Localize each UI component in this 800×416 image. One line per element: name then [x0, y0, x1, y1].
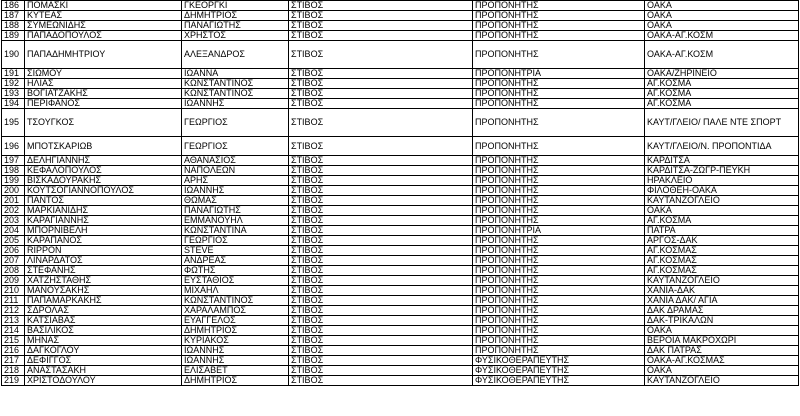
role-cell: ΠΡΟΠΟΝΗΤΗΣ: [473, 11, 645, 21]
row-number-cell: 204: [2, 226, 25, 236]
row-number-cell: 186: [2, 1, 25, 11]
surname-cell: ΔΕΦΙΓΓΟΣ: [25, 356, 182, 366]
table-row: [2, 366, 799, 376]
surname-cell: ΜΠΟΤΣΚΑΡΙΩΒ: [25, 137, 182, 156]
role-cell: ΠΡΟΠΟΝΗΤΗΣ: [473, 31, 645, 41]
staff-table: [1, 0, 799, 386]
row-number-cell: 216: [2, 346, 25, 356]
sport-cell: ΣΤΙΒΟΣ: [289, 89, 473, 99]
surname-cell: ΠΕΡΙΦΑΝΟΣ: [25, 99, 182, 109]
table-row: [2, 306, 799, 316]
table-body: [2, 1, 799, 386]
sport-cell: ΣΤΙΒΟΣ: [289, 366, 473, 376]
first-name-cell: ΚΩΝΣΤΑΝΤΙΝΟΣ: [182, 79, 289, 89]
role-cell: ΠΡΟΠΟΝΗΤΗΣ: [473, 296, 645, 306]
table-row: [2, 89, 799, 99]
first-name-cell: ΑΝΔΡΕΑΣ: [182, 256, 289, 266]
table-row: [2, 99, 799, 109]
row-number-cell: 190: [2, 41, 25, 69]
surname-cell: ΠΑΠΑΔΗΜΗΤΡΙΟΥ: [25, 41, 182, 69]
sport-cell: ΣΤΙΒΟΣ: [289, 186, 473, 196]
first-name-cell: ΚΩΝΣΤΑΝΤΙΝΑ: [182, 226, 289, 236]
location-cell: ΑΓ.ΚΟΣΜΑΣ: [645, 256, 799, 266]
location-cell: ΚΑΥΤΑΝΖΟΓΛΕΙΟ: [645, 196, 799, 206]
table-row: [2, 41, 799, 69]
row-number-cell: 203: [2, 216, 25, 226]
role-cell: ΠΡΟΠΟΝΗΤΗΣ: [473, 166, 645, 176]
role-cell: ΠΡΟΠΟΝΗΤΗΣ: [473, 156, 645, 166]
first-name-cell: ΔΗΜΗΤΡΙΟΣ: [182, 376, 289, 386]
location-cell: ΠΑΤΡΑ: [645, 226, 799, 236]
role-cell: ΠΡΟΠΟΝΗΤΗΣ: [473, 206, 645, 216]
row-number-cell: 192: [2, 79, 25, 89]
row-number-cell: 211: [2, 296, 25, 306]
first-name-cell: ΙΩΑΝΝΗΣ: [182, 99, 289, 109]
location-cell: ΟΑΚΑ-ΑΓ.ΚΟΣΜ: [645, 41, 799, 69]
first-name-cell: ΚΥΡΙΑΚΟΣ: [182, 336, 289, 346]
table-row: [2, 356, 799, 366]
sport-cell: ΣΤΙΒΟΣ: [289, 166, 473, 176]
surname-cell: ΜΗΝΑΣ: [25, 336, 182, 346]
surname-cell: ΔΑΓΚΟΓΛΟΥ: [25, 346, 182, 356]
first-name-cell: ΕΛΙΣΑΒΕΤ: [182, 366, 289, 376]
surname-cell: ΚΥΤΕΑΣ: [25, 11, 182, 21]
surname-cell: ΔΕΛΗΓΙΑΝΝΗΣ: [25, 156, 182, 166]
sport-cell: ΣΤΙΒΟΣ: [289, 356, 473, 366]
sport-cell: ΣΤΙΒΟΣ: [289, 109, 473, 137]
row-number-cell: 215: [2, 336, 25, 346]
location-cell: ΑΓ.ΚΟΣΜΑ: [645, 99, 799, 109]
surname-cell: ΚΟΥΤΣΟΓΙΑΝΝΟΠΟΥΛΟΣ: [25, 186, 182, 196]
row-number-cell: 208: [2, 266, 25, 276]
table-row: [2, 276, 799, 286]
sport-cell: ΣΤΙΒΟΣ: [289, 31, 473, 41]
location-cell: ΟΑΚΑ-ΑΓ.ΚΟΣΜ: [645, 31, 799, 41]
role-cell: ΠΡΟΠΟΝΗΤΗΣ: [473, 186, 645, 196]
row-number-cell: 197: [2, 156, 25, 166]
sport-cell: ΣΤΙΒΟΣ: [289, 196, 473, 206]
sport-cell: ΣΤΙΒΟΣ: [289, 326, 473, 336]
table-row: [2, 336, 799, 346]
location-cell: ΔΑΚ ΔΡΑΜΑΣ: [645, 306, 799, 316]
first-name-cell: ΘΩΜΑΣ: [182, 196, 289, 206]
role-cell: ΠΡΟΠΟΝΗΤΗΣ: [473, 1, 645, 11]
role-cell: ΠΡΟΠΟΝΗΤΗΣ: [473, 256, 645, 266]
first-name-cell: ΑΘΑΝΑΣΙΟΣ: [182, 156, 289, 166]
first-name-cell: ΙΩΑΝΝΗΣ: [182, 356, 289, 366]
table-row: [2, 186, 799, 196]
location-cell: ΚΑΥΤΑΝΖΟΓΛΕΙΟ: [645, 376, 799, 386]
surname-cell: ΛΙΝΑΡΔΑΤΟΣ: [25, 256, 182, 266]
table-row: [2, 11, 799, 21]
table-row: [2, 296, 799, 306]
surname-cell: ΠΟΜΑΣΚΙ: [25, 1, 182, 11]
table-row: [2, 316, 799, 326]
first-name-cell: ΧΑΡΑΛΑΜΠΟΣ: [182, 306, 289, 316]
table-row: [2, 69, 799, 79]
sport-cell: ΣΤΙΒΟΣ: [289, 137, 473, 156]
location-cell: ΚΑΥΤΑΝΖΟΓΛΕΙΟ: [645, 276, 799, 286]
sport-cell: ΣΤΙΒΟΣ: [289, 346, 473, 356]
row-number-cell: 193: [2, 89, 25, 99]
role-cell: ΠΡΟΠΟΝΗΤΗΣ: [473, 89, 645, 99]
table-row: [2, 196, 799, 206]
table-row: [2, 246, 799, 256]
role-cell: ΠΡΟΠΟΝΗΤΗΣ: [473, 99, 645, 109]
first-name-cell: ΧΡΗΣΤΟΣ: [182, 31, 289, 41]
first-name-cell: ΚΩΝΣΤΑΝΤΙΝΟΣ: [182, 89, 289, 99]
role-cell: ΠΡΟΠΟΝΗΤΗΣ: [473, 286, 645, 296]
surname-cell: ΜΑΝΟΥΣΑΚΗΣ: [25, 286, 182, 296]
first-name-cell: ΦΩΤΗΣ: [182, 266, 289, 276]
role-cell: ΦΥΣΙΚΟΘΕΡΑΠΕΥΤΗΣ: [473, 356, 645, 366]
role-cell: ΠΡΟΠΟΝΗΤΗΣ: [473, 21, 645, 31]
location-cell: ΑΓ.ΚΟΣΜΑ: [645, 79, 799, 89]
location-cell: ΟΑΚΑ: [645, 326, 799, 336]
row-number-cell: 214: [2, 326, 25, 336]
first-name-cell: ΕΥΑΓΓΕΛΟΣ: [182, 316, 289, 326]
first-name-cell: ΔΗΜΗΤΡΙΟΣ: [182, 11, 289, 21]
sport-cell: ΣΤΙΒΟΣ: [289, 306, 473, 316]
sport-cell: ΣΤΙΒΟΣ: [289, 11, 473, 21]
role-cell: ΠΡΟΠΟΝΗΤΗΣ: [473, 196, 645, 206]
table-row: [2, 226, 799, 236]
role-cell: ΠΡΟΠΟΝΗΤΗΣ: [473, 346, 645, 356]
first-name-cell: ΚΩΝΣΤΑΝΤΙΝΟΣ: [182, 296, 289, 306]
surname-cell: ΗΛΙΑΣ: [25, 79, 182, 89]
surname-cell: ΠΑΠΑΜΑΡΚΑΚΗΣ: [25, 296, 182, 306]
location-cell: ΟΑΚΑ: [645, 366, 799, 376]
surname-cell: ΧΡΙΣΤΟΔΟΥΛΟΥ: [25, 376, 182, 386]
role-cell: ΠΡΟΠΟΝΗΤΗΣ: [473, 176, 645, 186]
role-cell: ΠΡΟΠΟΝΗΤΗΣ: [473, 246, 645, 256]
surname-cell: ΒΑΣΙΛΙΚΟΣ: [25, 326, 182, 336]
sport-cell: ΣΤΙΒΟΣ: [289, 156, 473, 166]
location-cell: ΔΑΚ ΠΑΤΡΑΣ: [645, 346, 799, 356]
sport-cell: ΣΤΙΒΟΣ: [289, 176, 473, 186]
sport-cell: ΣΤΙΒΟΣ: [289, 246, 473, 256]
role-cell: ΠΡΟΠΟΝΗΤΗΣ: [473, 336, 645, 346]
row-number-cell: 202: [2, 206, 25, 216]
surname-cell: ΒΟΓΙΑΤΖΑΚΗΣ: [25, 89, 182, 99]
first-name-cell: ΙΩΑΝΝΗΣ: [182, 346, 289, 356]
row-number-cell: 187: [2, 11, 25, 21]
location-cell: ΟΑΚΑ-ΑΓ.ΚΟΣΜΑΣ: [645, 356, 799, 366]
first-name-cell: ΝΑΠΟΛΕΩΝ: [182, 166, 289, 176]
table-row: [2, 256, 799, 266]
table-row: [2, 216, 799, 226]
row-number-cell: 207: [2, 256, 25, 266]
table-row: [2, 1, 799, 11]
location-cell: ΒΕΡΟΙΑ ΜΑΚΡΟΧΩΡΙ: [645, 336, 799, 346]
surname-cell: ΠΑΝΤΟΣ: [25, 196, 182, 206]
surname-cell: ΜΠΟΡΝΙΒΕΛΗ: [25, 226, 182, 236]
surname-cell: ΑΝΑΣΤΑΣΑΚΗ: [25, 366, 182, 376]
first-name-cell: ΓΕΩΡΓΙΟΣ: [182, 137, 289, 156]
row-number-cell: 212: [2, 306, 25, 316]
role-cell: ΠΡΟΠΟΝΗΤΗΣ: [473, 79, 645, 89]
surname-cell: ΧΑΤΖΗΣΤΑΘΗΣ: [25, 276, 182, 286]
table-row: [2, 206, 799, 216]
location-cell: ΧΑΝΙΑ-ΔΑΚ: [645, 286, 799, 296]
location-cell: ΟΑΚΑ: [645, 1, 799, 11]
first-name-cell: STEVE: [182, 246, 289, 256]
row-number-cell: 210: [2, 286, 25, 296]
sport-cell: ΣΤΙΒΟΣ: [289, 206, 473, 216]
table-row: [2, 79, 799, 89]
row-number-cell: 206: [2, 246, 25, 256]
sport-cell: ΣΤΙΒΟΣ: [289, 99, 473, 109]
first-name-cell: ΠΑΝΑΓΙΩΤΗΣ: [182, 21, 289, 31]
surname-cell: ΚΕΦΑΛΟΠΟΥΛΟΣ: [25, 166, 182, 176]
sport-cell: ΣΤΙΒΟΣ: [289, 336, 473, 346]
row-number-cell: 200: [2, 186, 25, 196]
location-cell: ΑΓ.ΚΟΣΜΑ: [645, 216, 799, 226]
table-row: [2, 286, 799, 296]
sport-cell: ΣΤΙΒΟΣ: [289, 376, 473, 386]
location-cell: ΟΑΚΑ: [645, 206, 799, 216]
location-cell: ΚΑΥΤ/ΓΛΕΙΟ/ ΠΑΛΕ ΝΤΕ ΣΠΟΡΤ: [645, 109, 799, 137]
first-name-cell: ΠΑΝΑΓΙΩΤΗΣ: [182, 206, 289, 216]
role-cell: ΦΥΣΙΚΟΘΕΡΑΠΕΥΤΗΣ: [473, 376, 645, 386]
sport-cell: ΣΤΙΒΟΣ: [289, 286, 473, 296]
sport-cell: ΣΤΙΒΟΣ: [289, 236, 473, 246]
table-row: [2, 266, 799, 276]
table-row: [2, 109, 799, 137]
role-cell: ΠΡΟΠΟΝΗΤΗΣ: [473, 276, 645, 286]
sport-cell: ΣΤΙΒΟΣ: [289, 41, 473, 69]
surname-cell: ΣΥΜΕΩΝΙΔΗΣ: [25, 21, 182, 31]
sport-cell: ΣΤΙΒΟΣ: [289, 69, 473, 79]
first-name-cell: ΙΩΑΝΝΑ: [182, 69, 289, 79]
role-cell: ΠΡΟΠΟΝΗΤΗΣ: [473, 306, 645, 316]
sport-cell: ΣΤΙΒΟΣ: [289, 316, 473, 326]
location-cell: ΟΑΚΑ: [645, 11, 799, 21]
location-cell: ΚΑΡΔΙΤΣΑ-ΖΩΓΡ-ΠΕΥΚΗ: [645, 166, 799, 176]
row-number-cell: 199: [2, 176, 25, 186]
location-cell: ΑΓ.ΚΟΣΜΑ: [645, 89, 799, 99]
role-cell: ΠΡΟΠΟΝΗΤΗΣ: [473, 266, 645, 276]
role-cell: ΠΡΟΠΟΝΗΤΗΣ: [473, 326, 645, 336]
sport-cell: ΣΤΙΒΟΣ: [289, 226, 473, 236]
surname-cell: ΠΑΠΑΔΟΠΟΥΛΟΣ: [25, 31, 182, 41]
first-name-cell: ΜΙΧΑΗΛ: [182, 286, 289, 296]
location-cell: ΦΙΛΟΘΕΗ-ΟΑΚΑ: [645, 186, 799, 196]
sport-cell: ΣΤΙΒΟΣ: [289, 296, 473, 306]
table-row: [2, 21, 799, 31]
first-name-cell: ΓΕΩΡΓΙΟΣ: [182, 109, 289, 137]
row-number-cell: 194: [2, 99, 25, 109]
first-name-cell: ΙΩΑΝΝΗΣ: [182, 186, 289, 196]
first-name-cell: ΑΡΗΣ: [182, 176, 289, 186]
role-cell: ΠΡΟΠΟΝΗΤΗΣ: [473, 236, 645, 246]
surname-cell: ΚΑΡΑΠΑΝΟΣ: [25, 236, 182, 246]
row-number-cell: 198: [2, 166, 25, 176]
location-cell: ΗΡΑΚΛΕΙΟ: [645, 176, 799, 186]
role-cell: ΠΡΟΠΟΝΗΤΗΣ: [473, 316, 645, 326]
row-number-cell: 209: [2, 276, 25, 286]
surname-cell: ΚΑΡΑΓΙΑΝΝΗΣ: [25, 216, 182, 226]
table-row: [2, 137, 799, 156]
location-cell: ΟΑΚΑ/ΖΗΡΙΝΕΙΟ: [645, 69, 799, 79]
sport-cell: ΣΤΙΒΟΣ: [289, 256, 473, 266]
sport-cell: ΣΤΙΒΟΣ: [289, 1, 473, 11]
sport-cell: ΣΤΙΒΟΣ: [289, 79, 473, 89]
role-cell: ΠΡΟΠΟΝΗΤΡΙΑ: [473, 226, 645, 236]
row-number-cell: 191: [2, 69, 25, 79]
row-number-cell: 201: [2, 196, 25, 206]
role-cell: ΠΡΟΠΟΝΗΤΗΣ: [473, 137, 645, 156]
location-cell: ΧΑΝΙΑ ΔΑΚ/ ΑΓΙΑ: [645, 296, 799, 306]
surname-cell: ΚΑΤΣΙΑΒΑΣ: [25, 316, 182, 326]
role-cell: ΠΡΟΠΟΝΗΤΗΣ: [473, 41, 645, 69]
first-name-cell: ΕΥΣΤΑΘΙΟΣ: [182, 276, 289, 286]
surname-cell: RIPPON: [25, 246, 182, 256]
row-number-cell: 189: [2, 31, 25, 41]
row-number-cell: 217: [2, 356, 25, 366]
surname-cell: ΜΑΡΚΙΑΝΙΔΗΣ: [25, 206, 182, 216]
table-row: [2, 346, 799, 356]
location-cell: ΑΓ.ΚΟΣΜΑΣ: [645, 246, 799, 256]
sport-cell: ΣΤΙΒΟΣ: [289, 266, 473, 276]
role-cell: ΠΡΟΠΟΝΗΤΡΙΑ: [473, 69, 645, 79]
table-row: [2, 376, 799, 386]
row-number-cell: 195: [2, 109, 25, 137]
table-row: [2, 176, 799, 186]
location-cell: ΔΑΚ-ΤΡΙΚΑΛΩΝ: [645, 316, 799, 326]
location-cell: ΟΑΚΑ: [645, 21, 799, 31]
table-row: [2, 31, 799, 41]
first-name-cell: ΓΚΕΟΡΓΚΙ: [182, 1, 289, 11]
sport-cell: ΣΤΙΒΟΣ: [289, 21, 473, 31]
row-number-cell: 205: [2, 236, 25, 246]
row-number-cell: 188: [2, 21, 25, 31]
location-cell: ΑΡΓΟΣ-ΔΑΚ: [645, 236, 799, 246]
table-row: [2, 166, 799, 176]
surname-cell: ΣΔΡΟΛΑΣ: [25, 306, 182, 316]
surname-cell: ΣΙΩΜΟΥ: [25, 69, 182, 79]
table-row: [2, 236, 799, 246]
row-number-cell: 218: [2, 366, 25, 376]
role-cell: ΠΡΟΠΟΝΗΤΗΣ: [473, 216, 645, 226]
first-name-cell: ΑΛΕΞΑΝΔΡΟΣ: [182, 41, 289, 69]
row-number-cell: 213: [2, 316, 25, 326]
role-cell: ΠΡΟΠΟΝΗΤΗΣ: [473, 109, 645, 137]
sport-cell: ΣΤΙΒΟΣ: [289, 276, 473, 286]
first-name-cell: ΔΗΜΗΤΡΙΟΣ: [182, 326, 289, 336]
table-row: [2, 156, 799, 166]
first-name-cell: ΕΜΜΑΝΟΥΗΛ: [182, 216, 289, 226]
role-cell: ΦΥΣΙΚΟΘΕΡΑΠΕΥΤΗΣ: [473, 366, 645, 376]
surname-cell: ΒΙΣΚΑΔΟΥΡΑΚΗΣ: [25, 176, 182, 186]
row-number-cell: 196: [2, 137, 25, 156]
location-cell: ΑΓ.ΚΟΣΜΑΣ: [645, 266, 799, 276]
location-cell: ΚΑΡΔΙΤΣΑ: [645, 156, 799, 166]
row-number-cell: 219: [2, 376, 25, 386]
surname-cell: ΤΣΟΥΓΚΟΣ: [25, 109, 182, 137]
surname-cell: ΣΤΕΦΑΝΗΣ: [25, 266, 182, 276]
sport-cell: ΣΤΙΒΟΣ: [289, 216, 473, 226]
first-name-cell: ΓΕΩΡΓΙΟΣ: [182, 236, 289, 246]
location-cell: ΚΑΥΤ/ΓΛΕΙΟ/Ν. ΠΡΟΠΟΝΤΙΔΑ: [645, 137, 799, 156]
table-row: [2, 326, 799, 336]
